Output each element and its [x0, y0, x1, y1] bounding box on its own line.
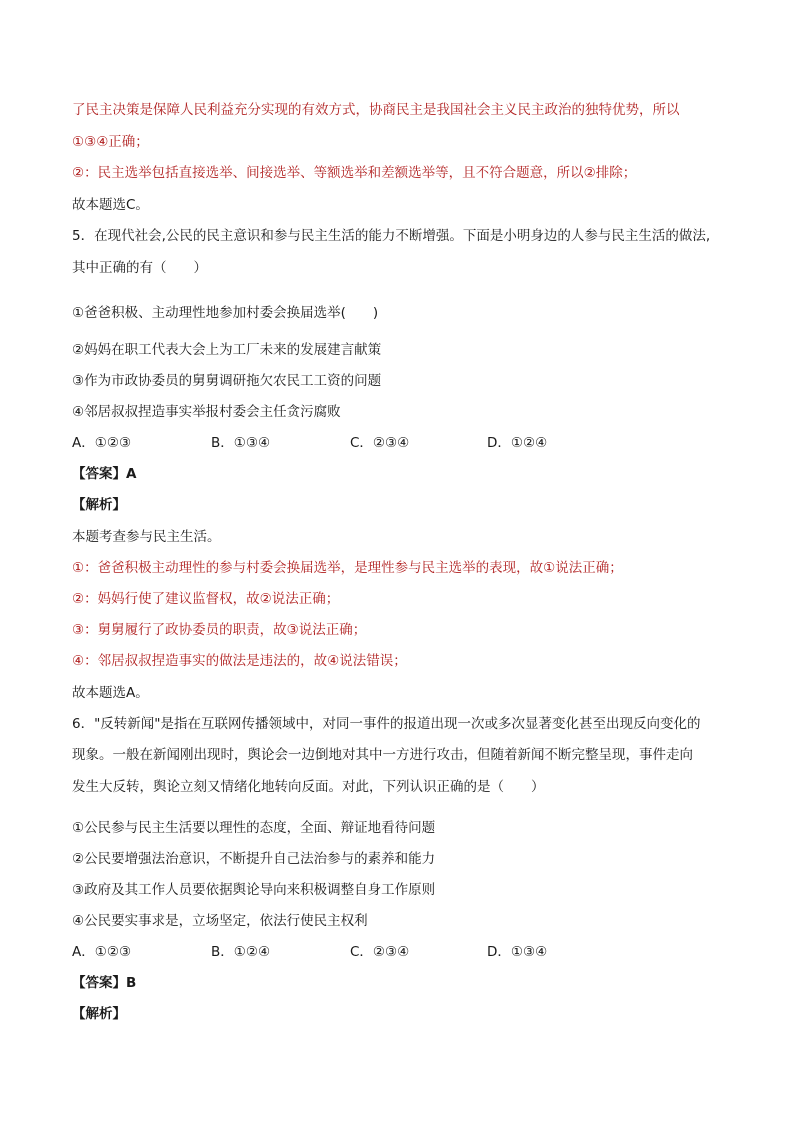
- question-6-item: ②公民要增强法治意识，不断提升自己法治参与的素养和能力: [72, 851, 436, 867]
- explanation-line: 了民主决策是保障人民利益充分实现的有效方式，协商民主是我国社会主义民主政治的独特优势，所以: [72, 102, 680, 118]
- option-a: A．①②③: [72, 944, 132, 960]
- analysis-label: 【解析】: [72, 497, 126, 513]
- analysis-line: ④：邻居叔叔捏造事实的做法是违法的，故④说法错误；: [72, 653, 407, 669]
- question-6-item: ③政府及其工作人员要依据舆论导向来积极调整自身工作原则: [72, 882, 436, 898]
- analysis-line: ②：妈妈行使了建议监督权，故②说法正确；: [72, 591, 340, 607]
- analysis-label: 【解析】: [72, 1006, 126, 1022]
- question-6-stem: 发生大反转，舆论立刻又情绪化地转向反面。对此，下列认识正确的是（ ）: [72, 779, 545, 795]
- answer-label: 【答案】A: [72, 466, 137, 482]
- question-5-options: [72, 433, 722, 453]
- question-6-stem: 6．"反转新闻"是指在互联网传播领域中，对同一事件的报道出现一次或多次显著变化甚至出现反向变化的: [72, 716, 701, 732]
- explanation-line: ①③④正确；: [72, 134, 149, 150]
- option-c: C．②③④: [350, 435, 410, 451]
- analysis-line: ①：爸爸积极主动理性的参与村委会换届选举，是理性参与民主选举的表现，故①说法正确；: [72, 560, 623, 576]
- question-6-options: [72, 942, 722, 962]
- option-b: B．①②④: [211, 944, 271, 960]
- question-5-stem: 其中正确的有（ ）: [72, 260, 207, 276]
- question-6-item: ④公民要实事求是，立场坚定，依法行使民主权利: [72, 913, 368, 929]
- option-c: C．②③④: [350, 944, 410, 960]
- question-5-stem: 5．在现代社会,公民的民主意识和参与民主生活的能力不断增强。下面是小明身边的人参与民主生活的做法,: [72, 228, 711, 244]
- analysis-line: ③：舅舅履行了政协委员的职责，故③说法正确；: [72, 622, 367, 638]
- explanation-line: ②：民主选举包括直接选举、间接选举、等额选举和差额选举等，且不符合题意，所以②排除；: [72, 165, 637, 181]
- option-d: D．①③④: [487, 944, 548, 960]
- option-a: A．①②③: [72, 435, 132, 451]
- answer-label: 【答案】B: [72, 975, 137, 991]
- question-6-stem: 现象。一般在新闻刚出现时，舆论会一边倒地对其中一方进行攻击，但随着新闻不断完整呈现，事件走向: [72, 747, 693, 763]
- option-d: D．①②④: [487, 435, 548, 451]
- analysis-line: 本题考查参与民主生活。: [72, 529, 221, 545]
- question-6-item: ①公民参与民主生活要以理性的态度，全面、辩证地看待问题: [72, 820, 436, 836]
- question-5-item: ③作为市政协委员的舅舅调研拖欠农民工工资的问题: [72, 373, 382, 389]
- conclusion-line: 故本题选A。: [72, 685, 149, 701]
- question-5-item: ②妈妈在职工代表大会上为工厂未来的发展建言献策: [72, 342, 382, 358]
- option-b: B．①③④: [211, 435, 271, 451]
- question-5-item: ①爸爸积极、主动理性地参加村委会换届选举( ): [72, 305, 379, 321]
- question-5-item: ④邻居叔叔捏造事实举报村委会主任贪污腐败: [72, 404, 341, 420]
- conclusion-line: 故本题选C。: [72, 197, 149, 213]
